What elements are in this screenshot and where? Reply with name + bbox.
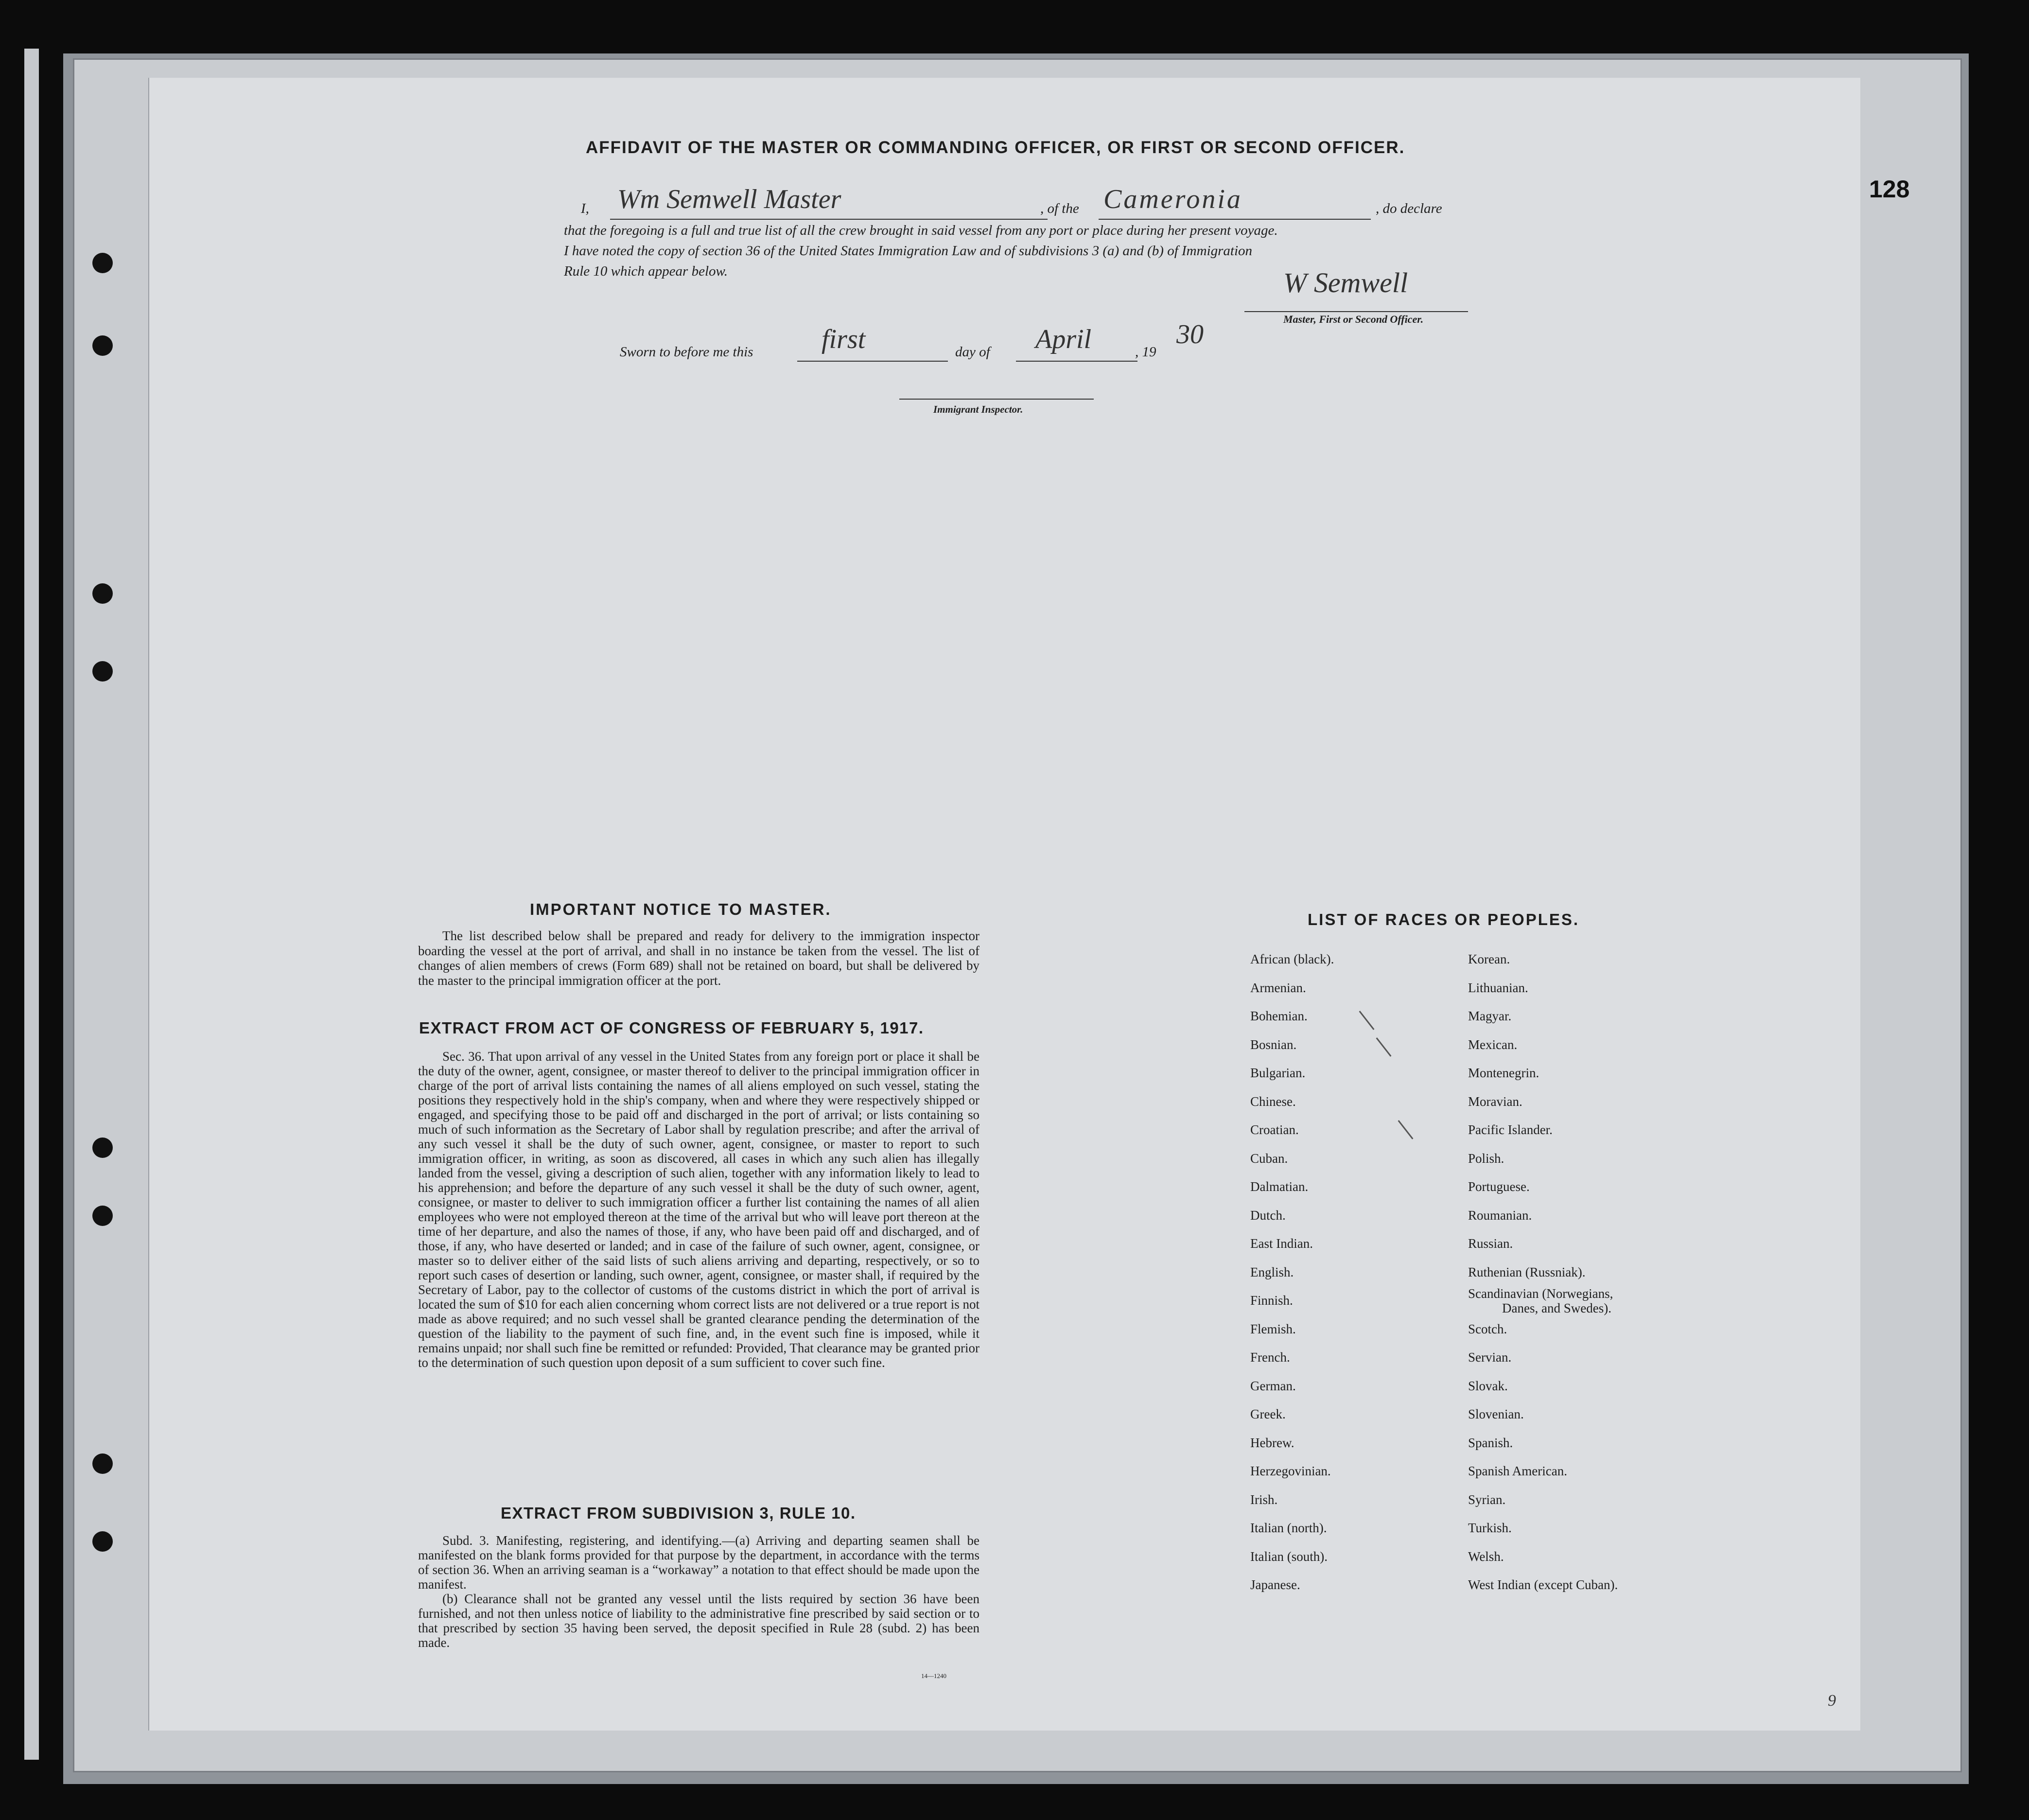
race-item: Dutch.	[1250, 1208, 1286, 1223]
extract-rule-paragraph	[418, 1533, 980, 1650]
race-item-continued: Danes, and Swedes).	[1502, 1301, 1611, 1315]
year-suffix: 30	[1176, 319, 1204, 350]
race-item: Turkish.	[1468, 1521, 1512, 1535]
punch-hole	[92, 583, 113, 604]
race-item: Russian.	[1468, 1236, 1513, 1251]
corner-mark: 9	[1828, 1692, 1836, 1710]
race-item: East Indian.	[1250, 1236, 1313, 1251]
race-item: Croatian.	[1250, 1122, 1299, 1137]
race-item: Herzegovinian.	[1250, 1464, 1331, 1478]
left-edge-strip	[24, 49, 39, 1760]
affidavit-line-4: Rule 10 which appear below.	[564, 263, 728, 279]
punch-hole	[92, 335, 113, 356]
race-item: Japanese.	[1250, 1577, 1300, 1592]
officer-name: Wm Semwell Master	[617, 184, 841, 214]
vessel-name-line	[1099, 219, 1371, 220]
race-item: Roumanian.	[1468, 1208, 1532, 1223]
race-item: Dalmatian.	[1250, 1179, 1309, 1194]
races-heading: LIST OF RACES OR PEOPLES.	[1308, 910, 1580, 928]
race-item: Finnish.	[1250, 1293, 1293, 1308]
sworn-prefix: Sworn to before me this	[620, 344, 753, 360]
affidavit-line-3: I have noted the copy of section 36 of the United States Immigration Law and of subdivisions 3 (a) and (b) of Immigration	[564, 243, 1253, 259]
race-item: Slovak.	[1468, 1378, 1508, 1393]
inspector-line	[899, 399, 1094, 400]
punch-hole	[92, 661, 113, 682]
punch-hole	[92, 1453, 113, 1474]
affidavit-i: I,	[581, 201, 589, 216]
notice-paragraph	[418, 928, 980, 988]
race-item: Cuban.	[1250, 1151, 1288, 1166]
notice-heading: IMPORTANT NOTICE TO MASTER.	[530, 900, 832, 918]
year-prefix: , 19	[1135, 344, 1156, 360]
sworn-day-line	[797, 361, 948, 362]
inspector-label: Immigrant Inspector.	[933, 403, 1023, 415]
race-item: Chinese.	[1250, 1094, 1296, 1109]
race-item: Welsh.	[1468, 1549, 1504, 1564]
extract-rule-heading: EXTRACT FROM SUBDIVISION 3, RULE 10.	[501, 1504, 856, 1522]
punch-hole	[92, 1206, 113, 1226]
notice-text: The list described below shall be prepared and ready for delivery to the immigration inspector boarding the vessel at the port of arrival, and shall in no instance be taken from the vessel. The list of changes of alien members of crews (Form 689) shall not be retained on board, but shall be delivered by the master to the principal immigration officer at the port.	[418, 928, 980, 988]
race-item: Servian.	[1468, 1350, 1512, 1365]
races-right-column	[1468, 952, 1721, 1603]
race-item: French.	[1250, 1350, 1290, 1365]
sworn-month: April	[1035, 324, 1092, 354]
race-item: Lithuanian.	[1468, 980, 1528, 995]
race-item: Greek.	[1250, 1407, 1286, 1421]
extract-rule-text-a: Subd. 3. Manifesting, registering, and identifying.—(a) Arriving and departing seamen shall be manifested on the blank forms provided for that purpose by the department, in accordance with the terms of section 36. When an arriving seaman is a “workaway” a notation to that effect should be made upon the manifest.	[418, 1533, 980, 1592]
race-item: German.	[1250, 1378, 1296, 1393]
form-number: 14—1240	[921, 1672, 946, 1680]
race-item: Montenegrin.	[1468, 1066, 1539, 1080]
race-item: Spanish American.	[1468, 1464, 1567, 1478]
extract-rule-text-b: (b) Clearance shall not be granted any vessel until the lists required by section 36 have been furnished, and not then unless notice of liability to the administrative fine prescribed by said section or to that prescribed by section 35 having been served, the deposit specified in Rule 28 (subd. 2) has been made.	[418, 1592, 980, 1650]
race-item: Scotch.	[1468, 1321, 1507, 1336]
race-item: Flemish.	[1250, 1321, 1296, 1336]
affidavit-title: AFFIDAVIT OF THE MASTER OR COMMANDING OFFICER, OR FIRST OR SECOND OFFICER.	[586, 138, 1405, 157]
officer-name-line	[610, 219, 1048, 220]
signature-label: Master, First or Second Officer.	[1283, 313, 1424, 325]
races-left-column	[1250, 952, 1454, 1603]
sworn-month-line	[1016, 361, 1137, 362]
vessel-name: Cameronia	[1103, 184, 1242, 214]
race-item: Bohemian.	[1250, 1009, 1308, 1023]
race-item: Moravian.	[1468, 1094, 1522, 1109]
race-item: Hebrew.	[1250, 1435, 1294, 1450]
race-item: Irish.	[1250, 1492, 1278, 1507]
master-signature: W Semwell	[1283, 267, 1408, 298]
punch-hole	[92, 1138, 113, 1158]
signature-line	[1244, 311, 1468, 312]
race-item: English.	[1250, 1264, 1294, 1279]
race-item: Slovenian.	[1468, 1407, 1524, 1421]
race-item: Pacific Islander.	[1468, 1122, 1553, 1137]
race-item: Italian (north).	[1250, 1521, 1327, 1535]
race-item: Portuguese.	[1468, 1179, 1530, 1194]
sworn-day: first	[822, 324, 866, 354]
extract-act-heading: EXTRACT FROM ACT OF CONGRESS OF FEBRUARY 5, 1917.	[419, 1019, 924, 1037]
race-item: Bosnian.	[1250, 1037, 1297, 1052]
day-of-text: day of	[955, 344, 990, 360]
race-item: African (black).	[1250, 952, 1334, 966]
extract-act-text: Sec. 36. That upon arrival of any vessel in the United States from any foreign port or place it shall be the duty of the owner, agent, consignee, or master thereof to deliver to the principal immigration officer in charge of the port of arrival lists containing the names of all aliens employed on such vessel, stating the positions they respectively hold in the ship's company, when and where they were respectively shipped or engaged, and specifying those to be paid off and discharged in the port of arrival; or lists containing so much of such information as the Secretary of Labor shall by regulation prescribe; and after the arrival of any such vessel it shall be the duty of such owner, agent, consignee, or master to report to such immigration officer, in writing, as soon as discovered, all cases in which any such alien has illegally landed from the vessel, giving a description of such alien, together with any information likely to lead to his apprehension; and before the departure of any such vessel it shall be the duty of such owner, agent, consignee, or master to deliver to such immigration officer a further list containing the names of all alien employees who were not employed thereon at the time of the arrival but who will leave port thereon at the time of her departure, and also the names of those, if any, who have been paid off and discharged, and of those, if any, who have deserted or landed; and in case of the failure of such owner, agent, consignee, or master so to deliver either of the said lists of such aliens arriving and departing, respectively, or so to report such cases of desertion or landing, such owner, agent, consignee, or master shall, if required by the Secretary of Labor, pay to the collector of customs of the customs district in which the port of arrival is located the sum of $10 for each alien concerning whom correct lists are not delivered or a true report is not made as above required; and no such vessel shall be granted clearance pending the determination of the question of the liability to the payment of such fine, and, in the event such fine is imposed, while it remains unpaid; nor shall such fine be remitted or refunded: Provided, That clearance may be granted prior to the determination of such question upon deposit of a sum sufficient to cover such fine.	[418, 1049, 980, 1370]
affidavit-line-2: that the foregoing is a full and true list of all the crew brought in said vessel from any port or place during her present voyage.	[564, 223, 1278, 238]
of-the-text: , of the	[1040, 201, 1079, 216]
race-item: Magyar.	[1468, 1009, 1512, 1023]
page-number: 128	[1869, 175, 1910, 203]
race-item: Ruthenian (Russniak).	[1468, 1264, 1586, 1279]
race-item: Mexican.	[1468, 1037, 1518, 1052]
race-item: Spanish.	[1468, 1435, 1513, 1450]
race-item: West Indian (except Cuban).	[1468, 1577, 1618, 1592]
race-item: Italian (south).	[1250, 1549, 1328, 1564]
punch-hole	[92, 253, 113, 273]
race-item: Syrian.	[1468, 1492, 1506, 1507]
race-item: Armenian.	[1250, 980, 1306, 995]
extract-act-paragraph	[418, 1049, 980, 1370]
race-item: Korean.	[1468, 952, 1510, 966]
punch-hole	[92, 1531, 113, 1552]
race-item: Bulgarian.	[1250, 1066, 1306, 1080]
do-declare-text: , do declare	[1376, 201, 1442, 216]
race-item: Scandinavian (Norwegians,	[1468, 1286, 1613, 1301]
race-item: Polish.	[1468, 1151, 1504, 1166]
